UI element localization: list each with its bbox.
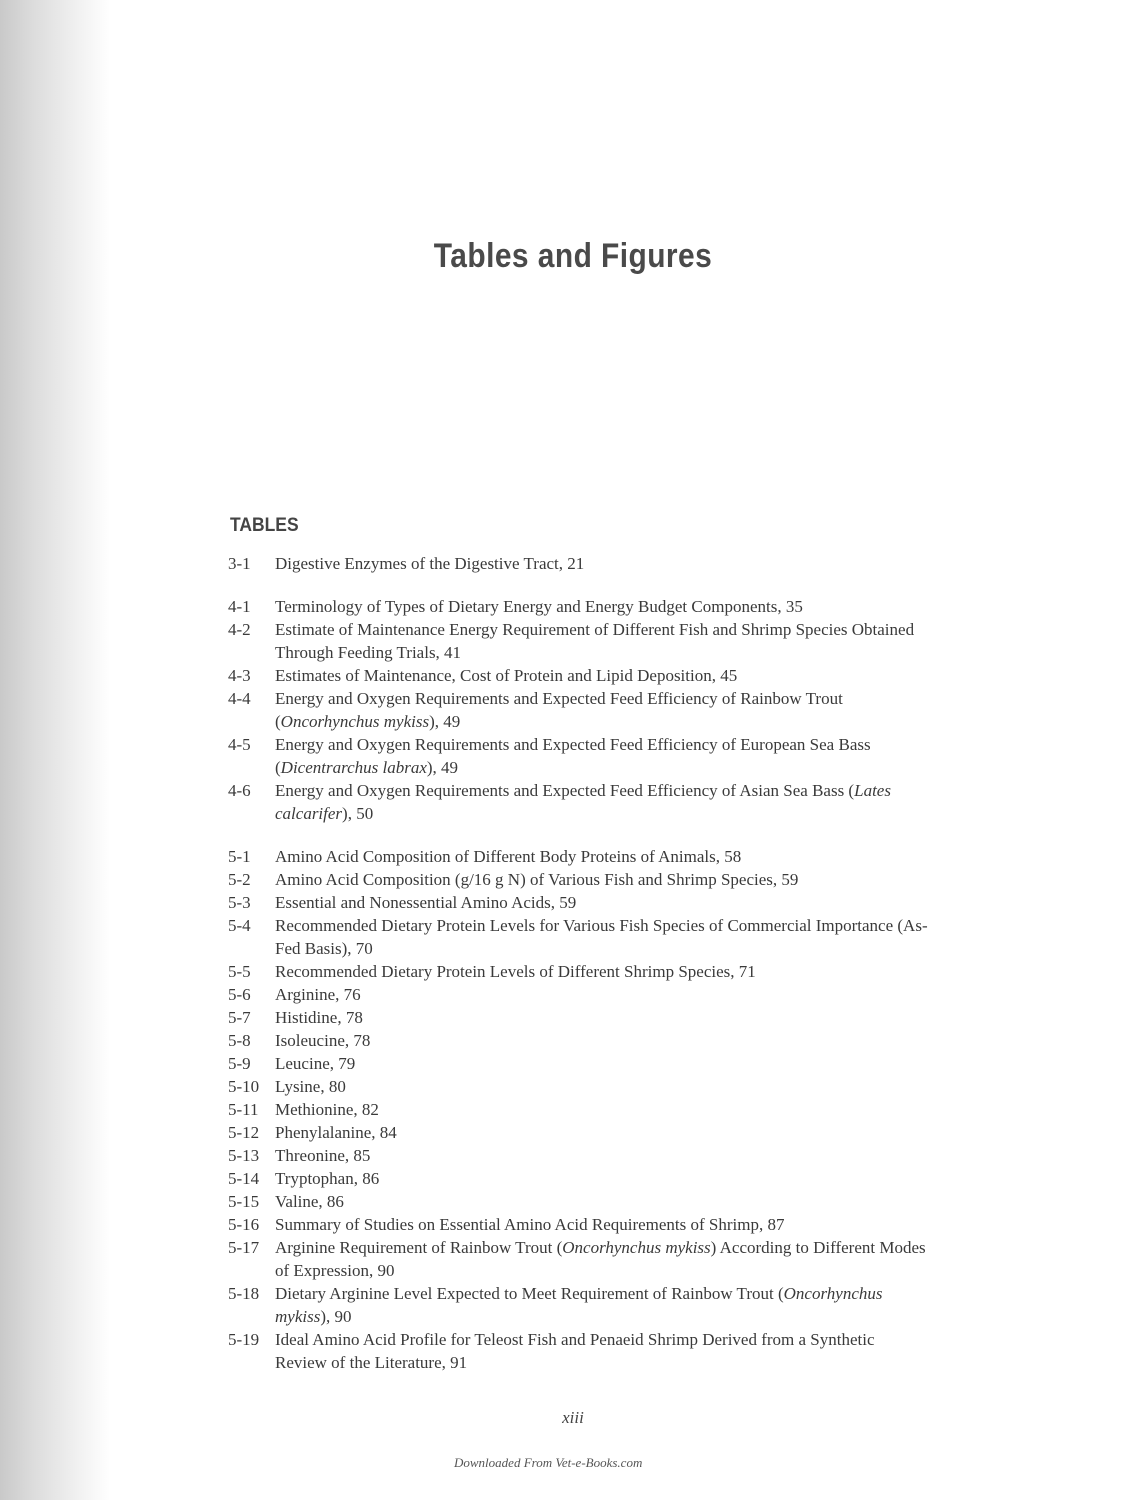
toc-entry-title: [275, 960, 928, 983]
toc-entry-species-name: Oncorhynchus mykiss: [280, 712, 430, 731]
toc-entry-text: Terminology of Types of Dietary Energy and Energy Budget Components, 35: [275, 597, 803, 616]
toc-entry-number: 5-7: [228, 1008, 251, 1027]
toc-entry-number: 5-10: [228, 1077, 260, 1096]
toc-entry: [228, 914, 928, 960]
toc-entry-text: Estimates of Maintenance, Cost of Protein and Lipid Deposition, 45: [275, 666, 738, 685]
toc-entry-number: 5-8: [228, 1031, 251, 1050]
toc-entry-text: ), 90: [320, 1307, 352, 1326]
toc-entry-species-name: Oncorhynchus mykiss: [275, 1284, 883, 1326]
toc-entry: [228, 687, 928, 733]
toc-entry: [228, 1029, 928, 1052]
toc-entry-text: Energy and Oxygen Requirements and Expected Feed Efficiency of European Sea Bass (: [275, 735, 871, 777]
toc-entry-text: ), 49: [426, 758, 459, 777]
toc-entry-number: 5-17: [228, 1238, 260, 1257]
toc-entry: [228, 1098, 928, 1121]
toc-entry-text: Amino Acid Composition of Different Body Proteins of Animals, 58: [275, 847, 742, 866]
toc-entry-title: [275, 664, 928, 687]
toc-entry-title: [275, 1029, 928, 1052]
toc-entry-number: 4-2: [228, 620, 251, 639]
toc-entry: [228, 845, 928, 868]
toc-entry-species-name: Oncorhynchus mykiss: [562, 1238, 711, 1257]
toc-entry-title: [275, 845, 928, 868]
toc-entry-text: Estimate of Maintenance Energy Requirement of Different Fish and Shrimp Species Obtained Through Feeding Trials, 41: [275, 620, 915, 662]
toc-entry-text: Digestive Enzymes of the Digestive Tract, 21: [275, 554, 585, 573]
toc-entry: [228, 664, 928, 687]
page-spine-shadow: [0, 0, 110, 1500]
toc-entry: [228, 960, 928, 983]
toc-entry: [228, 1236, 928, 1282]
toc-entry: [228, 1075, 928, 1098]
toc-entry-number: 5-15: [228, 1192, 260, 1211]
page-number: xiii: [562, 1408, 584, 1427]
toc-entry-number: 5-5: [228, 962, 251, 981]
toc-entry-text: Energy and Oxygen Requirements and Expected Feed Efficiency of Asian Sea Bass (: [275, 781, 855, 800]
toc-entry-title: [275, 914, 928, 960]
toc-entry: [228, 1328, 928, 1374]
toc-entry: [228, 983, 928, 1006]
watermark: Downloaded From Vet-e-Books.com: [454, 1455, 643, 1470]
toc-entry-title: [275, 868, 928, 891]
toc-entry-number: 5-12: [228, 1123, 260, 1142]
toc-entry-title: [275, 1282, 928, 1328]
toc-entry: [228, 868, 928, 891]
toc-entry-text: Lysine, 80: [275, 1077, 346, 1096]
toc-entry: [228, 1144, 928, 1167]
toc-entry-title: [275, 1167, 928, 1190]
toc-entry-title: [275, 595, 928, 618]
toc-entry: [228, 733, 928, 779]
toc-entry-title: [275, 1052, 928, 1075]
toc-entry-number: 5-3: [228, 893, 251, 912]
toc-entry-number: 5-14: [228, 1169, 260, 1188]
toc-entry: [228, 1006, 928, 1029]
toc-entry-number: 5-18: [228, 1284, 260, 1303]
toc-entry-title: [275, 1190, 928, 1213]
toc-entry-text: Dietary Arginine Level Expected to Meet Requirement of Rainbow Trout (: [275, 1284, 784, 1303]
toc-entry-text: Essential and Nonessential Amino Acids, 59: [275, 893, 577, 912]
toc-entry-title: [275, 779, 928, 825]
toc-entry-number: 4-6: [228, 781, 251, 800]
toc-entry-title: [275, 891, 928, 914]
toc-entry-number: 5-11: [228, 1100, 259, 1119]
toc-entry-title: [275, 1213, 928, 1236]
toc-entry-title: [275, 1121, 928, 1144]
toc-entry: [228, 1121, 928, 1144]
toc-entry-title: [275, 1098, 928, 1121]
toc-entry-species-name: Dicentrarchus labrax: [280, 758, 427, 777]
toc-entry-number: 5-1: [228, 847, 251, 866]
toc-entry: [228, 891, 928, 914]
toc-entry-number: 4-1: [228, 597, 251, 616]
toc-entry-number: 3-1: [228, 554, 251, 573]
toc-entry-number: 5-19: [228, 1330, 260, 1349]
toc-entry-text: Tryptophan, 86: [275, 1169, 380, 1188]
toc-entry-text: Valine, 86: [275, 1192, 344, 1211]
toc-entry-text: Phenylalanine, 84: [275, 1123, 397, 1142]
toc-entry-number: 4-4: [228, 689, 251, 708]
toc-entry-text: ) According to Different Modes of Expression, 90: [275, 1238, 926, 1280]
toc-entry: [228, 1213, 928, 1236]
toc-entry-title: [275, 552, 928, 575]
toc-entry-title: [275, 983, 928, 1006]
toc-entry-text: Threonine, 85: [275, 1146, 371, 1165]
toc-entry: [228, 1282, 928, 1328]
toc-group: [228, 845, 928, 1374]
toc-entry-number: 5-9: [228, 1054, 251, 1073]
toc-entry-text: ), 49: [429, 712, 461, 731]
toc-entry-text: Energy and Oxygen Requirements and Expected Feed Efficiency of Rainbow Trout (: [275, 689, 843, 731]
toc-entry-title: [275, 1075, 928, 1098]
toc-entry-text: Arginine, 76: [275, 985, 361, 1004]
section-heading-tables: TABLES: [230, 515, 299, 536]
toc-entry-species-name: Lates calcarifer: [275, 781, 891, 823]
toc-entry-text: ), 50: [342, 804, 374, 823]
toc-group: [228, 595, 928, 825]
toc-entry-title: [275, 1236, 928, 1282]
toc-entry: [228, 1167, 928, 1190]
toc-entry-title: [275, 1006, 928, 1029]
toc-entry-text: Ideal Amino Acid Profile for Teleost Fish and Penaeid Shrimp Derived from a Synthetic Review of the Literature, 91: [275, 1330, 875, 1372]
toc-entry-text: Recommended Dietary Protein Levels for Various Fish Species of Commercial Importance (As-Fed Basis), 70: [275, 916, 928, 958]
toc-entry: [228, 1052, 928, 1075]
toc-entry-number: 5-4: [228, 916, 251, 935]
toc-entry: [228, 595, 928, 618]
toc-entry-number: 5-2: [228, 870, 251, 889]
toc-entry-number: 5-16: [228, 1215, 260, 1234]
toc-entry-text: Histidine, 78: [275, 1008, 363, 1027]
toc-entry-title: [275, 618, 928, 664]
toc-entry-title: [275, 687, 928, 733]
toc-entry-text: Methionine, 82: [275, 1100, 379, 1119]
toc-entry-number: 4-5: [228, 735, 251, 754]
toc-entry-title: [275, 1144, 928, 1167]
toc-entry: [228, 779, 928, 825]
toc-entry-text: Isoleucine, 78: [275, 1031, 371, 1050]
toc-group: [228, 552, 928, 575]
toc-entry-text: Summary of Studies on Essential Amino Acid Requirements of Shrimp, 87: [275, 1215, 785, 1234]
toc-entry-text: Leucine, 79: [275, 1054, 356, 1073]
toc-entry-number: 5-13: [228, 1146, 260, 1165]
toc-entry-text: Recommended Dietary Protein Levels of Different Shrimp Species, 71: [275, 962, 756, 981]
tables-list: [228, 552, 928, 1394]
toc-entry-number: 4-3: [228, 666, 251, 685]
toc-entry-title: [275, 733, 928, 779]
toc-entry: [228, 1190, 928, 1213]
toc-entry-title: [275, 1328, 928, 1374]
page-title: Tables and Figures: [433, 236, 713, 275]
toc-entry-number: 5-6: [228, 985, 251, 1004]
toc-entry-text: Amino Acid Composition (g/16 g N) of Various Fish and Shrimp Species, 59: [275, 870, 799, 889]
toc-entry: [228, 618, 928, 664]
toc-entry: [228, 552, 928, 575]
toc-entry-text: Arginine Requirement of Rainbow Trout (: [275, 1238, 563, 1257]
